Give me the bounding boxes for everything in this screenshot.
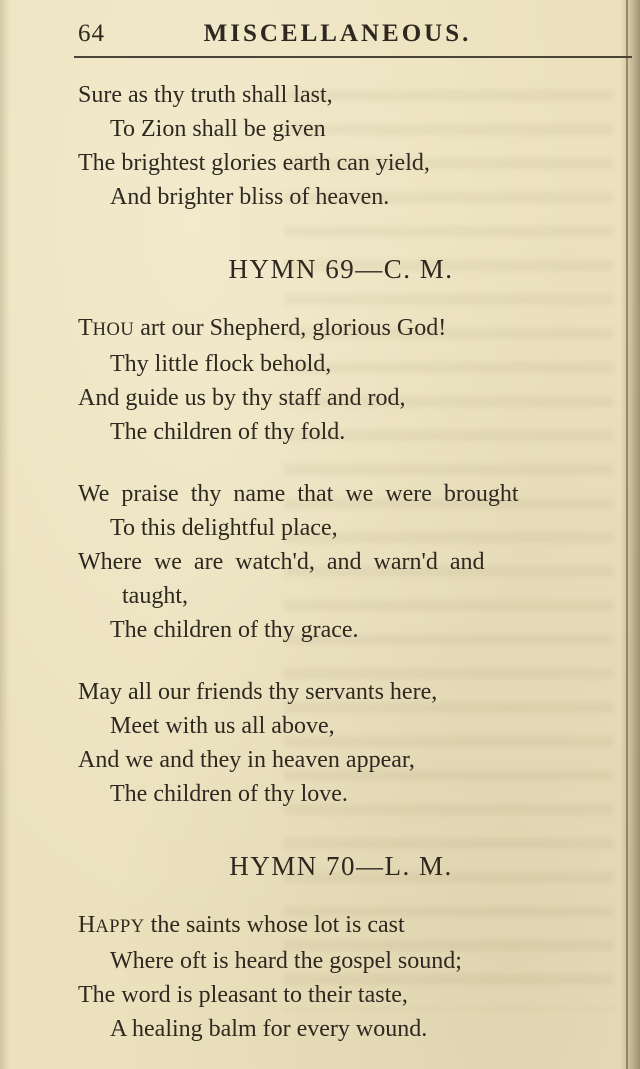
verse-line: And we and they in heaven appear,	[78, 747, 415, 773]
verse-line: Where we are watch'd, and warn'd and	[78, 549, 485, 575]
verse-line: Where oft is heard the gospel sound;	[110, 948, 462, 974]
verse-line	[78, 311, 634, 347]
verse-line: To Zion shall be given	[110, 116, 326, 142]
hymn-heading: HYMN 70—L. M.	[229, 851, 453, 881]
verse-line: Meet with us all above,	[110, 713, 335, 739]
verse-line: We praise thy name that we were brought	[78, 481, 519, 507]
small-caps-lead: HOU	[92, 320, 135, 340]
verse-line: The children of thy love.	[110, 781, 348, 807]
stanza	[78, 477, 634, 647]
verse-line: taught,	[122, 583, 188, 609]
verse-line: May all our friends thy servants here,	[78, 679, 438, 705]
hymn-heading: HYMN 69—C. M.	[228, 254, 454, 284]
verse-line-rest: art our Shepherd, glorious God!	[134, 315, 447, 341]
stanza	[78, 78, 634, 214]
verse-line-rest: the saints whose lot is cast	[144, 912, 405, 938]
stanza	[78, 908, 634, 1046]
stanza	[78, 675, 634, 811]
stanza	[78, 311, 634, 449]
verse-line	[78, 908, 634, 944]
page-header	[0, 0, 640, 48]
verse-line: The word is pleasant to their taste,	[78, 982, 408, 1008]
verse-line: The children of thy grace.	[110, 617, 359, 643]
verse-line: And guide us by thy staff and rod,	[78, 385, 406, 411]
verse-line: The brightest glories earth can yield,	[78, 150, 430, 176]
page-number: 64	[78, 20, 105, 47]
verse-line: To this delightful place,	[110, 515, 338, 541]
verse-line: A healing balm for every wound.	[110, 1016, 428, 1042]
lead-capital: T	[78, 315, 93, 341]
small-caps-lead: APPY	[95, 917, 145, 937]
verse-line: The children of thy fold.	[110, 419, 346, 445]
verse-line: And brighter bliss of heaven.	[110, 184, 390, 210]
verse-line: Sure as thy truth shall last,	[78, 82, 333, 108]
running-header: MISCELLANEOUS.	[203, 20, 472, 47]
lead-capital: H	[78, 912, 96, 938]
page-content	[0, 58, 640, 1046]
verse-line: Thy little flock behold,	[110, 351, 332, 377]
